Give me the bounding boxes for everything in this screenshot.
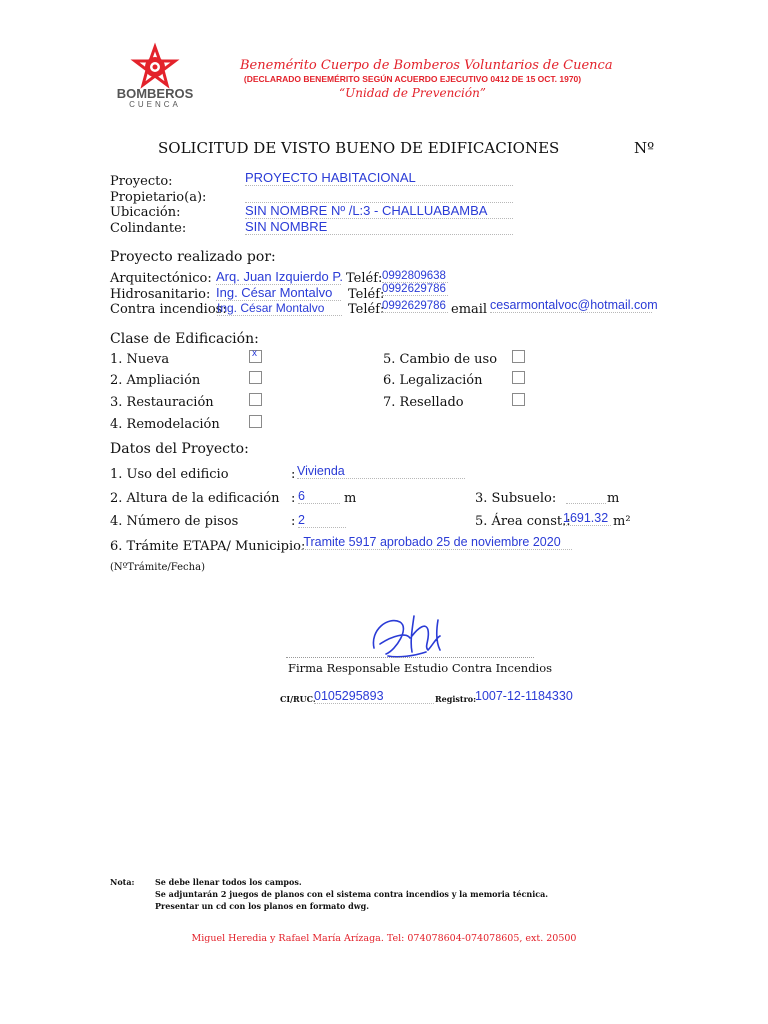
number-label: Nº — [634, 139, 655, 157]
arq-label: Arquitectónico: — [110, 271, 212, 286]
ci-field[interactable]: 0105295893 — [314, 689, 434, 704]
checkbox-mark: x — [252, 348, 257, 359]
clase-label-restauracion: 3. Restauración — [110, 395, 214, 410]
signature-image — [366, 608, 456, 663]
checkbox-ampliacion[interactable] — [249, 371, 262, 384]
subsuelo-label: 3. Subsuelo: — [475, 491, 557, 506]
email-field[interactable]: cesarmontalvoc@hotmail.com — [490, 298, 658, 312]
checkbox-resellado[interactable] — [512, 393, 525, 406]
contra-tel-label: Teléf: — [348, 302, 385, 317]
fire-emblem-icon — [96, 42, 214, 92]
tramite-field[interactable]: Tramite 5917 aprobado 25 de noviembre 2020 — [292, 535, 572, 550]
proyecto-field[interactable]: PROYECTO HABITACIONAL — [245, 170, 513, 186]
logo — [96, 42, 214, 112]
colindante-field[interactable]: SIN NOMBRE — [245, 219, 513, 235]
propietario-label: Propietario(a): — [110, 190, 207, 205]
pisos-label: 4. Número de pisos — [110, 514, 239, 529]
page-title: SOLICITUD DE VISTO BUENO DE EDIFICACIONES — [158, 139, 560, 157]
registro-field[interactable]: 1007-12-1184330 — [475, 689, 573, 703]
ubicacion-label: Ubicación: — [110, 205, 181, 220]
footer-address: Miguel Heredia y Rafael María Arízaga. Tel: 074078604-074078605, ext. 20500 — [191, 933, 577, 944]
contra-label: Contra incendios: — [110, 302, 227, 317]
hidro-tel-label: Teléf: — [348, 287, 385, 302]
uso-colon: : — [291, 467, 296, 482]
logo-text: BOMBEROS — [116, 86, 194, 101]
clase-heading: Clase de Edificación: — [110, 331, 259, 347]
contra-field[interactable]: Ing. César Montalvo — [217, 301, 342, 316]
decree-line: (DECLARADO BENEMÉRITO SEGÚN ACUERDO EJECUTIVO 0412 DE 15 OCT. 1970) — [243, 74, 582, 84]
propietario-field[interactable] — [245, 187, 513, 203]
subsuelo-field[interactable] — [566, 489, 606, 504]
area-unit: m² — [613, 514, 631, 529]
clase-label-legalizacion: 6. Legalización — [383, 373, 483, 388]
registro-label: Registro: — [435, 694, 477, 704]
altura-field[interactable]: 6 — [298, 489, 340, 504]
proyecto-label: Proyecto: — [110, 174, 173, 189]
clase-label-resellado: 7. Resellado — [383, 395, 464, 410]
clase-label-cambio-uso: 5. Cambio de uso — [383, 352, 498, 367]
arq-tel-label: Teléf: — [346, 271, 383, 286]
tramite-hint: (NºTrámite/Fecha) — [110, 562, 205, 573]
arq-field[interactable]: Arq. Juan Izquierdo P. — [216, 269, 343, 284]
org-name: Benemérito Cuerpo de Bomberos Voluntarios de Cuenca — [240, 58, 613, 73]
signature-caption: Firma Responsable Estudio Contra Incendios — [288, 661, 553, 675]
altura-unit: m — [344, 491, 357, 506]
pisos-field[interactable]: 2 — [298, 513, 346, 528]
checkbox-restauracion[interactable] — [249, 393, 262, 406]
altura-label: 2. Altura de la edificación — [110, 491, 280, 506]
colindante-label: Colindante: — [110, 221, 187, 236]
altura-colon: : — [291, 491, 296, 506]
nota-line-2: Se adjuntarán 2 juegos de planos con el sistema contra incendios y la memoria técnica. — [155, 889, 549, 899]
checkbox-remodelacion[interactable] — [249, 415, 262, 428]
email-label: email — [451, 302, 488, 317]
hidro-tel-field[interactable]: 0992629786 — [382, 283, 448, 296]
area-label: 5. Área const.: — [475, 514, 571, 529]
signature-line — [286, 657, 534, 658]
logo-subtext: CUENCA — [129, 100, 181, 109]
unit-name: “Unidad de Prevención” — [339, 86, 486, 100]
ubicacion-field[interactable]: SIN NOMBRE Nº /L:3 - CHALLUABAMBA — [245, 203, 513, 219]
uso-label: 1. Uso del edificio — [110, 467, 229, 482]
pisos-colon: : — [291, 514, 296, 529]
area-field[interactable]: 1691.32 — [563, 511, 611, 526]
tramite-label: 6. Trámite ETAPA/ Municipio: — [110, 539, 306, 554]
realizado-heading: Proyecto realizado por: — [110, 249, 276, 265]
nota-label: Nota: — [110, 877, 135, 887]
nota-line-1: Se debe llenar todos los campos. — [155, 877, 302, 887]
nota-line-3: Presentar un cd con los planos en formato dwg. — [155, 901, 370, 911]
checkbox-cambio-uso[interactable] — [512, 350, 525, 363]
clase-label-ampliacion: 2. Ampliación — [110, 373, 201, 388]
checkbox-nueva[interactable] — [249, 350, 262, 363]
clase-label-remodelacion: 4. Remodelación — [110, 417, 220, 432]
contra-tel-field[interactable]: 0992629786 — [382, 300, 448, 313]
ci-label: CI/RUC. — [280, 694, 316, 704]
hidro-field[interactable]: Ing. César Montalvo — [216, 285, 341, 301]
arq-tel-field[interactable]: 0992809638 — [382, 270, 448, 283]
checkbox-legalizacion[interactable] — [512, 371, 525, 384]
subsuelo-unit: m — [607, 491, 620, 506]
clase-label-nueva: 1. Nueva — [110, 352, 170, 367]
datos-heading: Datos del Proyecto: — [110, 441, 249, 457]
hidro-label: Hidrosanitario: — [110, 287, 211, 302]
uso-field[interactable]: Vivienda — [297, 464, 465, 479]
